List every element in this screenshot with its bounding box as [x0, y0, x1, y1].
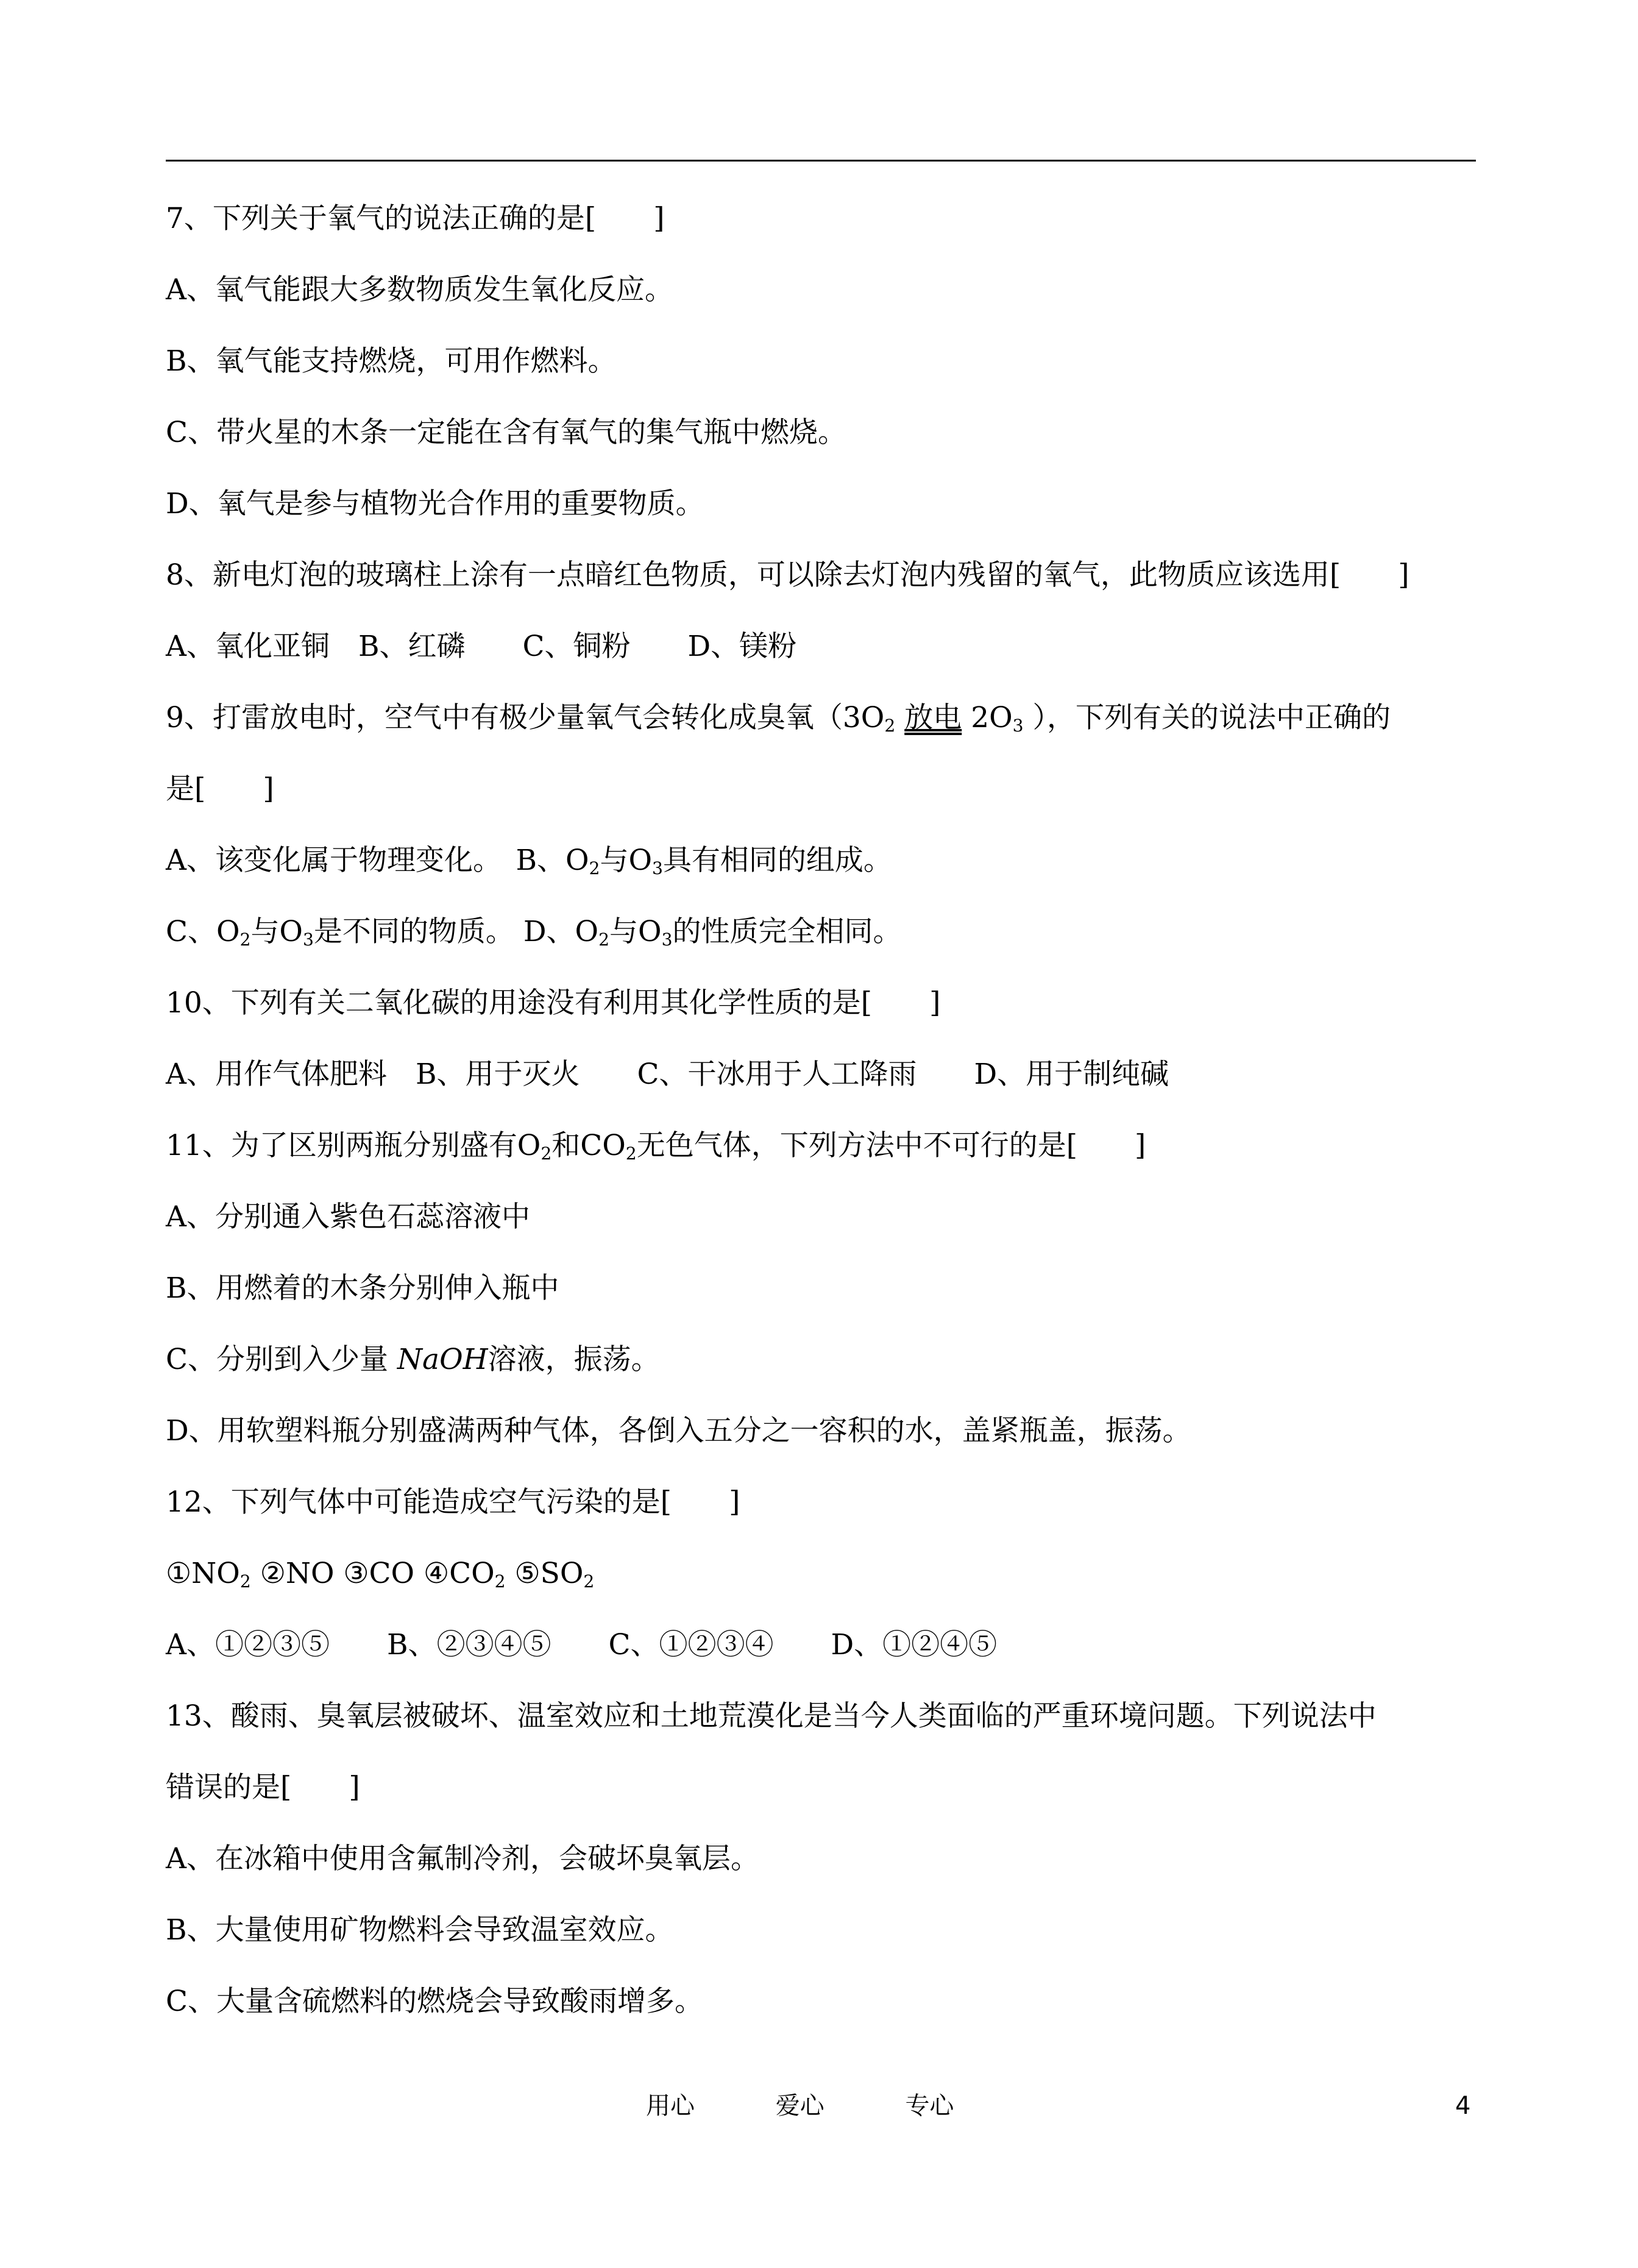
q11-stem-pre: 11、为了区别两瓶分别盛有O [166, 1129, 541, 1162]
no2-subscript: 2 [239, 1571, 251, 1592]
q11-stem [166, 1110, 1494, 1181]
o2-subscript: 2 [598, 930, 610, 950]
q11-option-c-post: 溶液，振荡。 [488, 1343, 660, 1376]
q10-options: A、用作气体肥料 B、用于灭火 C、干冰用于人工降雨 D、用于制纯碱 [166, 1058, 1169, 1091]
o2-subscript: 2 [239, 930, 251, 950]
q11-stem-post: 无色气体，下列方法中不可行的是[ ] [636, 1129, 1146, 1162]
q9-option-d-mid: 与O [609, 915, 662, 948]
q9-option-a: A、该变化属于物理变化。 B、O [166, 844, 589, 877]
q7-option-a: A、氧气能跟大多数物质发生氧化反应。 [166, 273, 673, 307]
q11-option-a: A、分别通入紫色石蕊溶液中 [166, 1200, 530, 1234]
q11-option-d: D、用软塑料瓶分别盛满两种气体，各倒入五分之一容积的水，盖紧瓶盖，振荡。 [166, 1414, 1191, 1448]
o3-subscript: 3 [302, 930, 314, 950]
q11-option-c [166, 1324, 1494, 1395]
gas-so2: ⑤SO [514, 1557, 584, 1590]
q9-options-ab [166, 825, 1494, 896]
q12-stem: 12、下列气体中可能造成空气污染的是[ ] [166, 1485, 740, 1519]
gas-no2: ①NO [166, 1557, 240, 1590]
q11-stem-and: 和CO [551, 1129, 626, 1162]
q9-option-c: C、O [166, 915, 240, 948]
q9-subscript-2: 2 [884, 716, 896, 736]
gas-no-co-co2: ②NO ③CO ④CO [260, 1557, 495, 1590]
page-content [166, 183, 1494, 2037]
q8-options: A、氧化亚铜 B、红磷 C、铜粉 D、镁粉 [166, 630, 797, 663]
q13-option-b: B、大量使用矿物燃料会导致温室效应。 [166, 1913, 674, 1947]
q7-option-d: D、氧气是参与植物光合作用的重要物质。 [166, 487, 704, 521]
q7-option-c: C、带火星的木条一定能在含有氧气的集气瓶中燃烧。 [166, 416, 846, 449]
q7-option-b: B、氧气能支持燃烧，可用作燃料。 [166, 344, 617, 378]
q13-option-a: A、在冰箱中使用含氟制冷剂，会破坏臭氧层。 [166, 1842, 759, 1875]
q9-option-b-end: 具有相同的组成。 [662, 844, 892, 877]
co2-subscript: 2 [625, 1143, 637, 1164]
footer-motto: 专心 [905, 2092, 954, 2120]
q13-option-c: C、大量含硫燃料的燃烧会导致酸雨增多。 [166, 1985, 703, 2018]
q9-reaction-condition: 放电 [904, 701, 962, 734]
q8-stem: 8、新电灯泡的玻璃柱上涂有一点暗红色物质，可以除去灯泡内残留的氧气，此物质应该选用[ ] [166, 558, 1409, 592]
q10-stem: 10、下列有关二氧化碳的用途没有利用其化学性质的是[ ] [166, 986, 941, 1020]
page-footer [0, 2088, 1638, 2124]
q9-stem-continued: 是[ ] [166, 772, 274, 806]
q9-option-d-end: 的性质完全相同。 [672, 915, 902, 948]
q11-option-b: B、用燃着的木条分别伸入瓶中 [166, 1271, 559, 1305]
naoh-formula: NaOH [397, 1343, 488, 1376]
footer-motto: 爱心 [775, 2092, 824, 2120]
q12-options: A、①②③⑤ B、②③④⑤ C、①②③④ D、①②④⑤ [166, 1628, 998, 1662]
footer-mottos [646, 2088, 1027, 2124]
o3-subscript: 3 [661, 930, 673, 950]
footer-motto: 用心 [646, 2092, 695, 2120]
q7-stem: 7、下列关于氧气的说法正确的是[ ] [166, 202, 665, 235]
co2-subscript: 2 [494, 1571, 506, 1592]
q13-stem: 13、酸雨、臭氧层被破坏、温室效应和土地荒漠化是当今人类面临的严重环境问题。下列说法中 [166, 1699, 1377, 1733]
q13-stem-continued: 错误的是[ ] [166, 1771, 360, 1804]
q9-stem-pre: 9、打雷放电时，空气中有极少量氧气会转化成臭氧（3O [166, 701, 885, 734]
o3-subscript: 3 [652, 858, 663, 879]
q11-option-c-pre: C、分别到入少量 [166, 1343, 388, 1376]
header-rule [166, 160, 1476, 162]
q9-option-b-mid: 与O [600, 844, 652, 877]
q9-subscript-3: 3 [1012, 716, 1024, 736]
q9-option-c-mid: 与O [250, 915, 303, 948]
o2-subscript: 2 [541, 1143, 552, 1164]
page-number: 4 [1455, 2092, 1471, 2120]
q9-product: 2O [971, 701, 1013, 734]
q12-gas-list [166, 1538, 1494, 1609]
q9-stem-post: ），下列有关的说法中正确的 [1032, 701, 1391, 734]
q9-option-d: 是不同的物质。 D、O [313, 915, 599, 948]
so2-subscript: 2 [583, 1571, 595, 1592]
o2-subscript: 2 [589, 858, 600, 879]
q9-options-cd [166, 896, 1494, 967]
q9-stem [166, 682, 1494, 753]
